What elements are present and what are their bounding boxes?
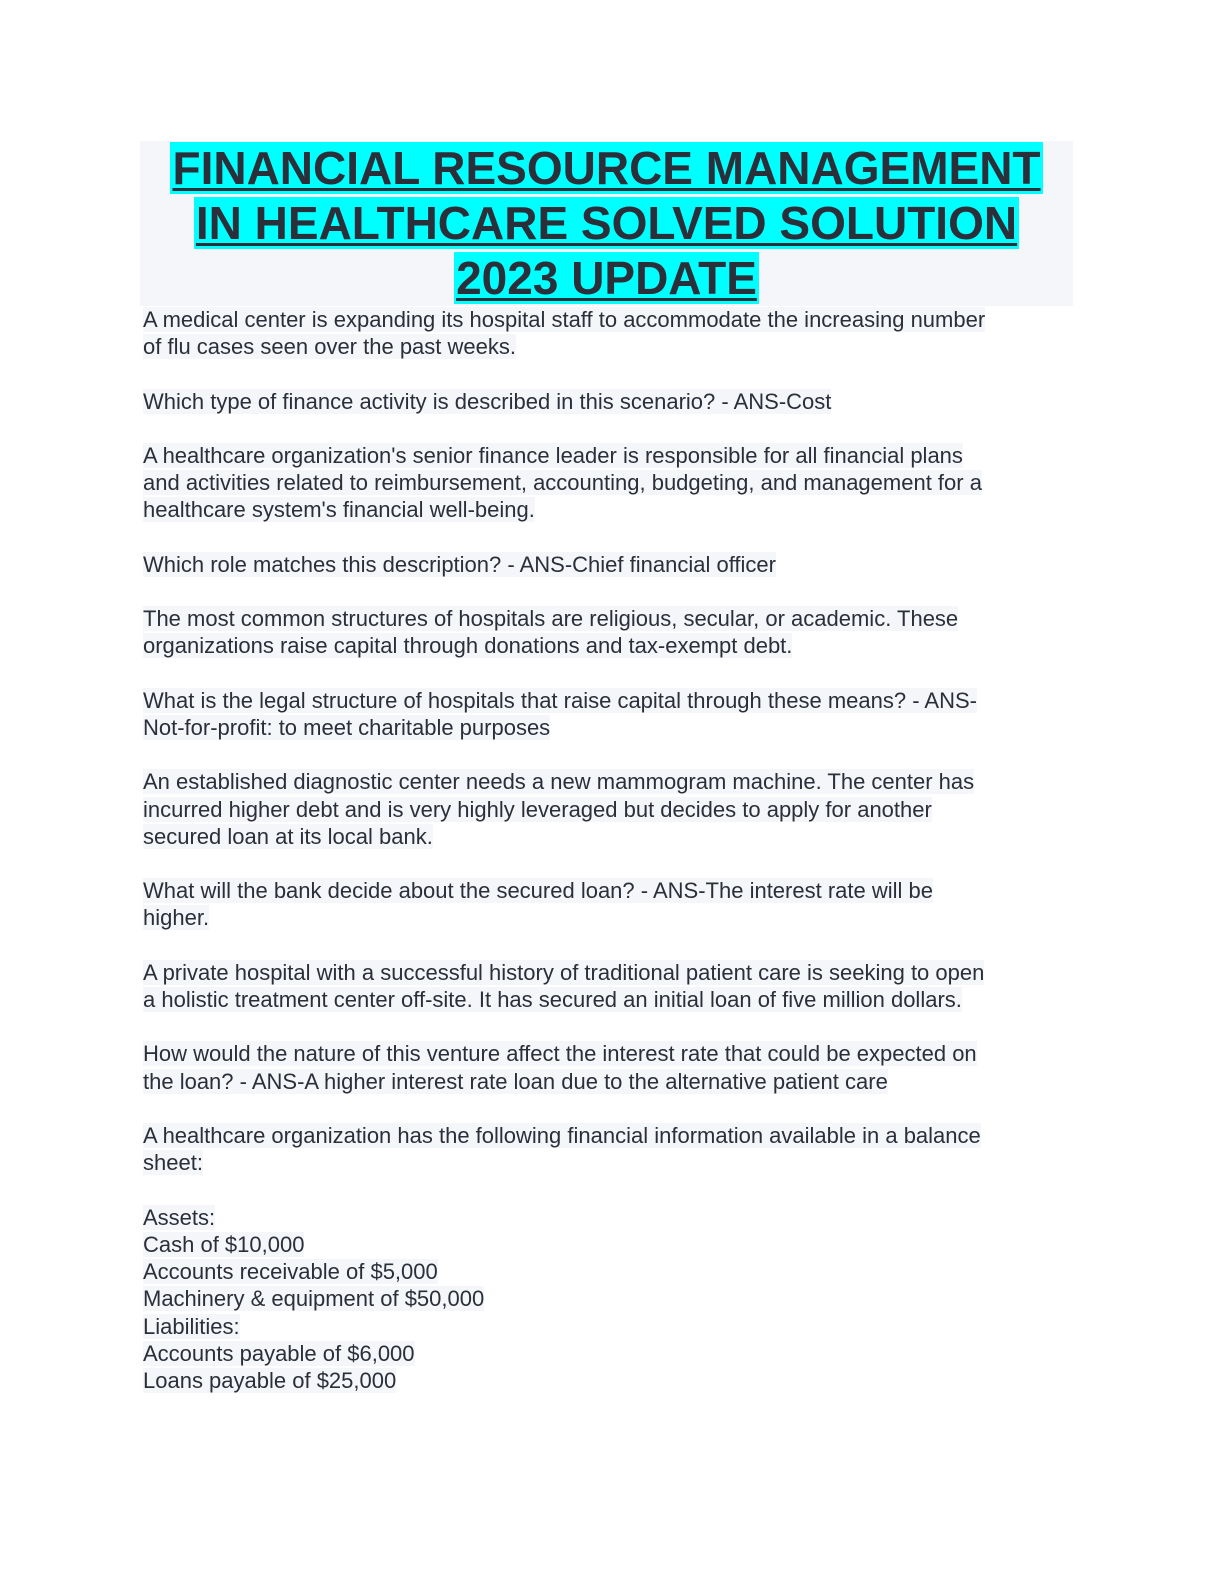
paragraph-question-4 [143,877,1083,932]
document-body [143,306,1083,1422]
paragraph-scenario-5 [143,959,1083,1014]
text-line: Which type of finance activity is described in this scenario? - ANS-Cost [143,388,832,414]
title-line: IN HEALTHCARE SOLVED SOLUTION [195,197,1018,249]
paragraph-scenario-2 [143,442,1083,524]
text-line: higher. [143,905,210,931]
paragraph-scenario-1 [143,306,1083,361]
text-line: Not-for-profit: to meet charitable purposes [143,714,551,740]
title-line: FINANCIAL RESOURCE MANAGEMENT [172,142,1041,194]
document-title [140,141,1073,306]
text-line: Which role matches this description? - ANS-Chief financial officer [143,551,776,577]
text-line: secured loan at its local bank. [143,823,433,849]
text-line: Assets: [143,1204,216,1230]
text-line: A private hospital with a successful history of traditional patient care is seeking to open [143,959,985,985]
paragraph-question-3 [143,687,1083,742]
text-line: Accounts payable of $6,000 [143,1341,415,1367]
text-line: and activities related to reimbursement, accounting, budgeting, and management for a [143,470,982,496]
paragraph-scenario-4 [143,768,1083,850]
text-line: The most common structures of hospitals are religious, secular, or academic. These [143,606,959,632]
text-line: Accounts receivable of $5,000 [143,1259,438,1285]
paragraph-question-2 [143,551,1083,578]
text-line: A healthcare organization's senior finance leader is responsible for all financial plans [143,442,963,468]
text-line: a holistic treatment center off-site. It has secured an initial loan of five million dollars. [143,987,962,1013]
paragraph-scenario-6 [143,1122,1083,1177]
text-line: organizations raise capital through donations and tax-exempt debt. [143,633,793,659]
text-line: What is the legal structure of hospitals that raise capital through these means? - ANS- [143,687,977,713]
text-line: What will the bank decide about the secured loan? - ANS-The interest rate will be [143,878,933,904]
text-line: A medical center is expanding its hospital staff to accommodate the increasing number [143,307,986,332]
text-line: Loans payable of $25,000 [143,1368,397,1394]
text-line: the loan? - ANS-A higher interest rate loan due to the alternative patient care [143,1068,888,1094]
text-line: sheet: [143,1150,203,1176]
text-line: incurred higher debt and is very highly leveraged but decides to apply for another [143,796,932,822]
text-line: of flu cases seen over the past weeks. [143,334,516,360]
text-line: Liabilities: [143,1313,240,1339]
text-line: An established diagnostic center needs a new mammogram machine. The center has [143,769,975,795]
paragraph-question-1 [143,388,1083,415]
balance-sheet-list [143,1204,1083,1395]
text-line: How would the nature of this venture affect the interest rate that could be expected on [143,1041,977,1067]
text-line: Machinery & equipment of $50,000 [143,1286,485,1312]
paragraph-question-5 [143,1040,1083,1095]
paragraph-scenario-3 [143,605,1083,660]
title-line: 2023 UPDATE [456,252,757,304]
text-line: Cash of $10,000 [143,1231,305,1257]
text-line: healthcare system's financial well-being. [143,497,535,523]
text-line: A healthcare organization has the following financial information available in a balance [143,1122,981,1148]
